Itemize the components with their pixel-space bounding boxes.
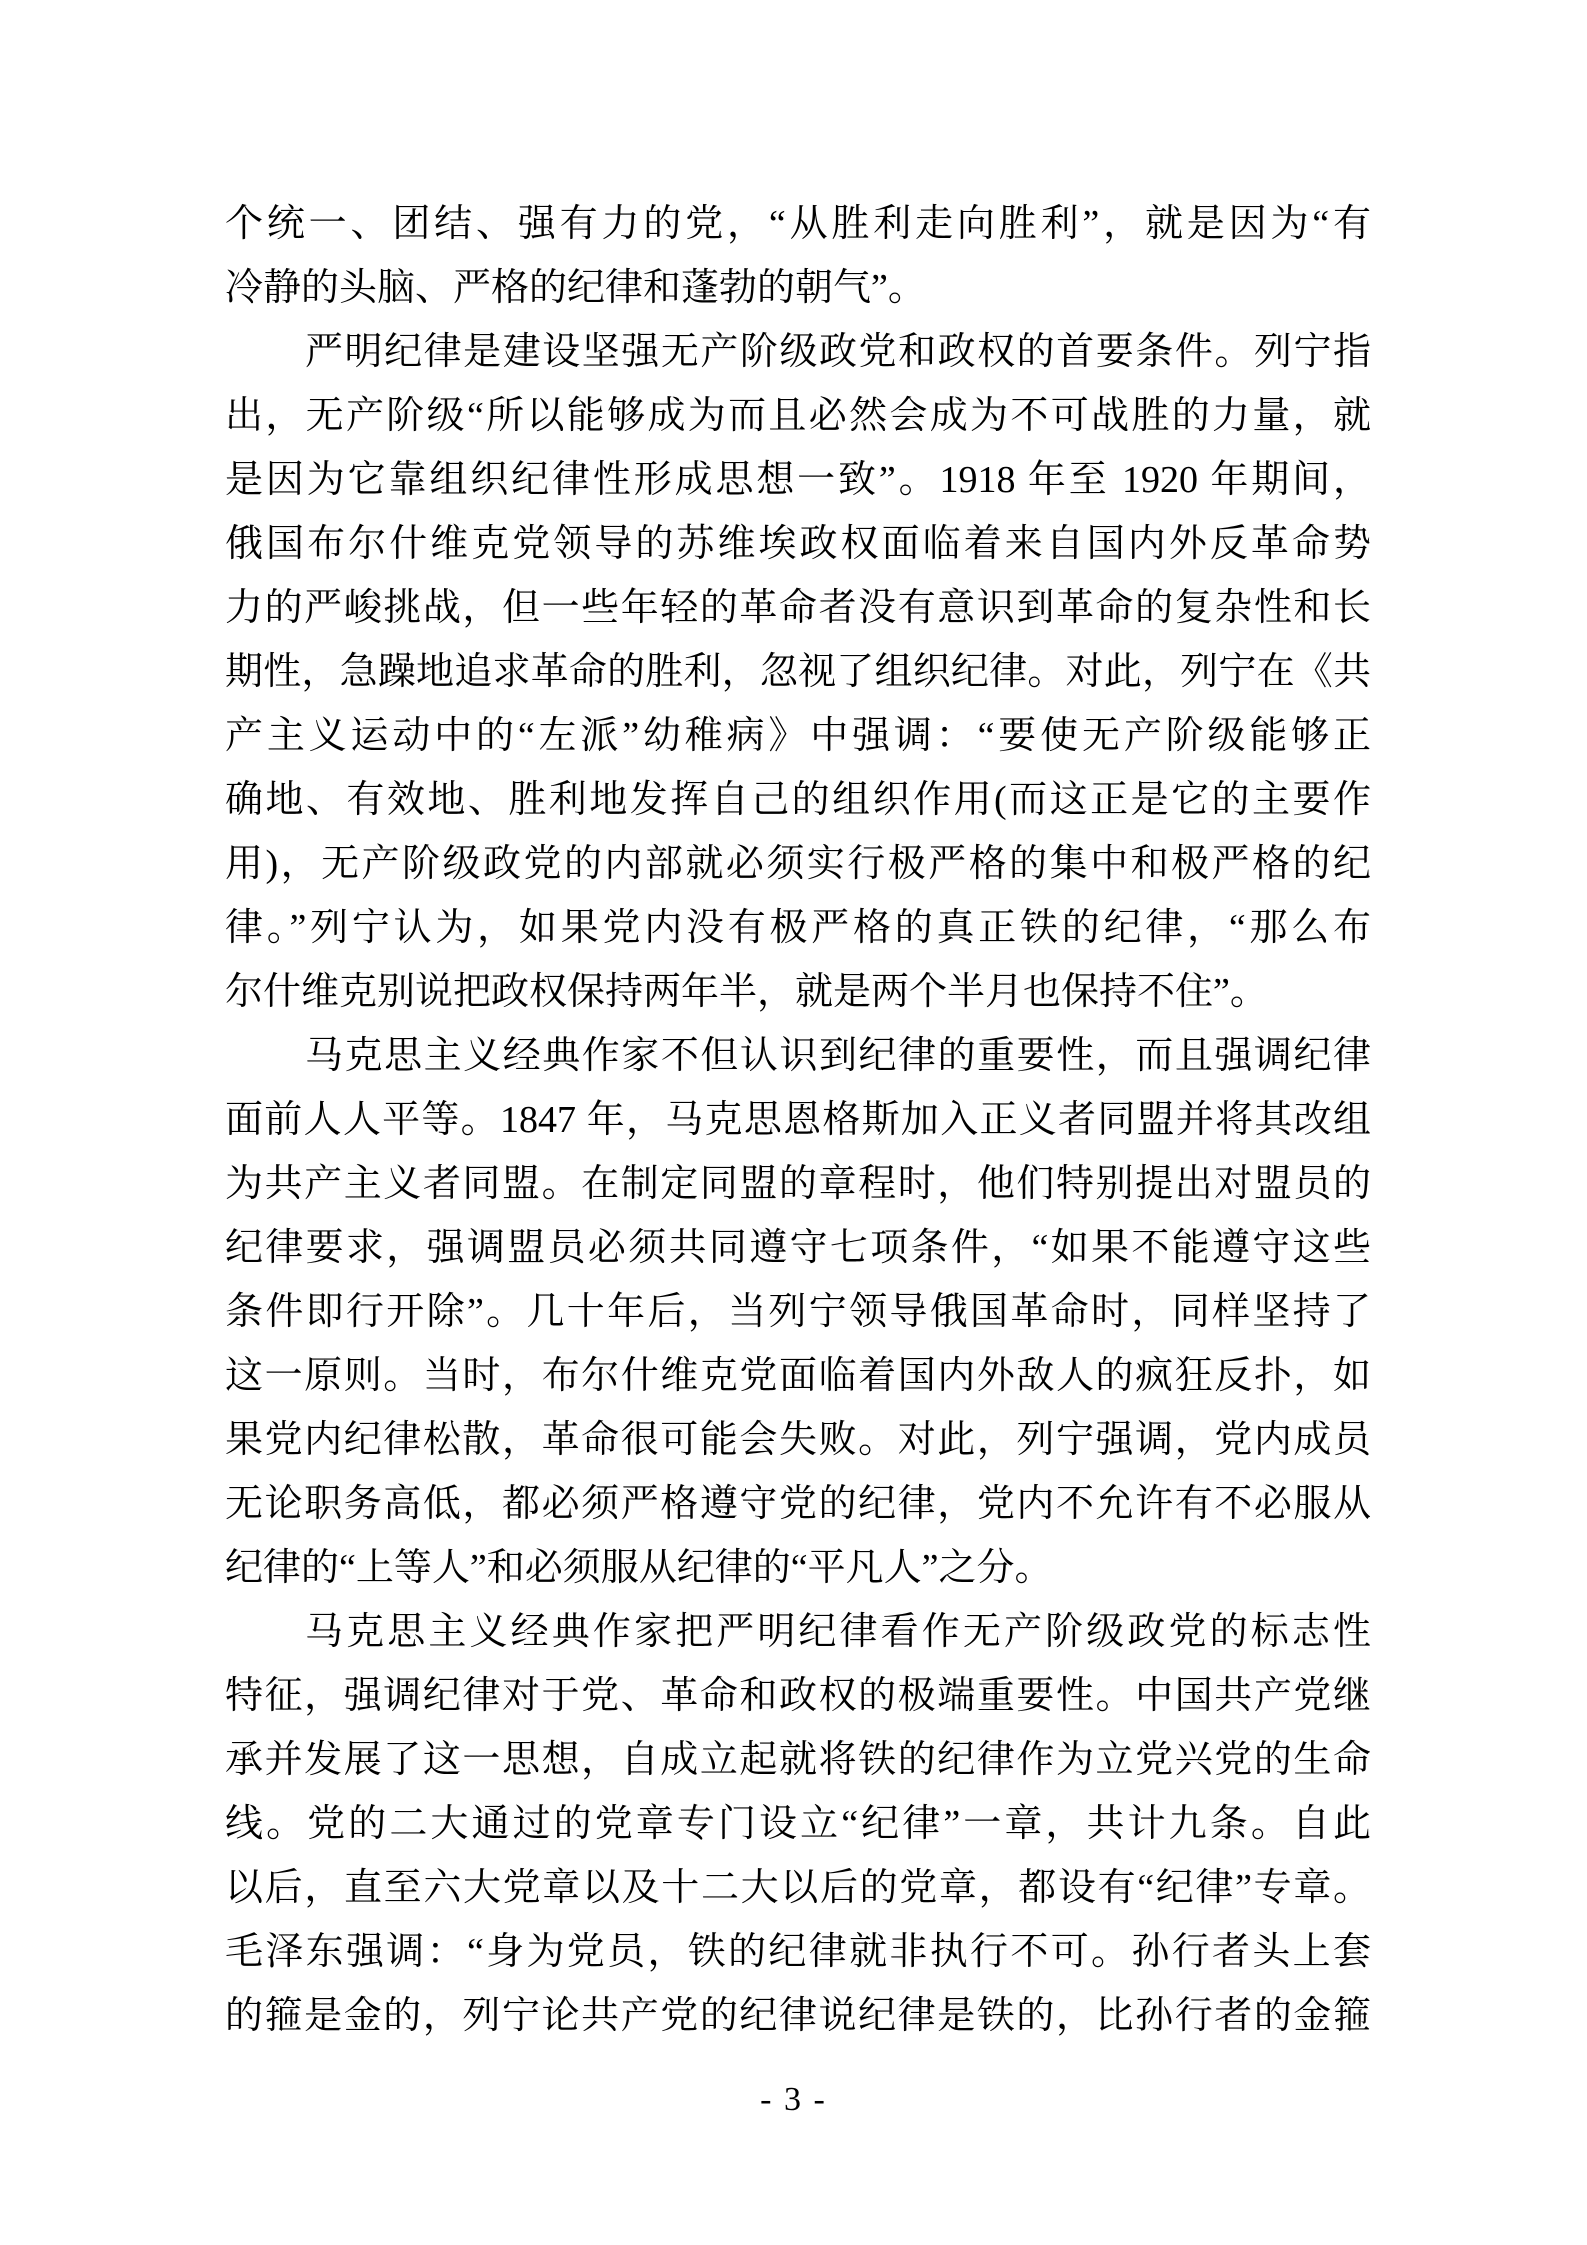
text-line: 纪律要求，强调盟员必须共同遵守七项条件，“如果不能遵守这些 (225, 1227, 1371, 1269)
text-line: 出，无产阶级“所以能够成为而且必然会成为不可战胜的力量，就 (225, 395, 1371, 437)
text-line: 以后，直至六大党章以及十二大以后的党章，都设有“纪律”专章。 (225, 1867, 1371, 1909)
text-line: 承并发展了这一思想，自成立起就将铁的纪律作为立党兴党的生命 (225, 1739, 1371, 1781)
text-line: 面前人人平等。1847 年，马克思恩格斯加入正义者同盟并将其改组 (225, 1099, 1371, 1141)
text-line: 严明纪律是建设坚强无产阶级政党和政权的首要条件。列宁指 (305, 331, 1371, 373)
text-line: 果党内纪律松散，革命很可能会失败。对此，列宁强调，党内成员 (225, 1419, 1371, 1461)
text-line: 无论职务高低，都必须严格遵守党的纪律，党内不允许有不必服从 (225, 1483, 1371, 1525)
text-line: 条件即行开除”。几十年后，当列宁领导俄国革命时，同样坚持了 (225, 1291, 1371, 1333)
document-body (225, 192, 1371, 2048)
text-line: 期性，急躁地追求革命的胜利，忽视了组织纪律。对此，列宁在《共 (225, 651, 1371, 693)
text-line: 冷静的头脑、严格的纪律和蓬勃的朝气”。 (225, 267, 926, 309)
text-line: 俄国布尔什维克党领导的苏维埃政权面临着来自国内外反革命势 (225, 523, 1371, 565)
text-line: 个统一、团结、强有力的党，“从胜利走向胜利”，就是因为“有 (225, 203, 1371, 245)
text-line: 尔什维克别说把政权保持两年半，就是两个半月也保持不住”。 (225, 971, 1268, 1013)
text-line: 用)，无产阶级政党的内部就必须实行极严格的集中和极严格的纪 (225, 843, 1371, 885)
text-line: 毛泽东强调：“身为党员，铁的纪律就非执行不可。孙行者头上套 (225, 1931, 1371, 1973)
text-line: 为共产主义者同盟。在制定同盟的章程时，他们特别提出对盟员的 (225, 1163, 1371, 1205)
text-line: 线。党的二大通过的党章专门设立“纪律”一章，共计九条。自此 (225, 1803, 1371, 1845)
text-line: 纪律的“上等人”和必须服从纪律的“平凡人”之分。 (225, 1547, 1053, 1589)
text-line: 的箍是金的，列宁论共产党的纪律说纪律是铁的，比孙行者的金箍 (225, 1995, 1371, 2037)
text-line: 产主义运动中的“左派”幼稚病》中强调：“要使无产阶级能够正 (225, 715, 1371, 757)
text-line: 是因为它靠组织纪律性形成思想一致”。1918 年至 1920 年期间， (225, 459, 1371, 501)
page-number: - 3 - (760, 2081, 827, 2118)
text-line: 这一原则。当时，布尔什维克党面临着国内外敌人的疯狂反扑，如 (225, 1355, 1371, 1397)
text-line: 确地、有效地、胜利地发挥自己的组织作用(而这正是它的主要作 (225, 779, 1371, 821)
text-line: 力的严峻挑战，但一些年轻的革命者没有意识到革命的复杂性和长 (225, 587, 1371, 629)
text-line: 特征，强调纪律对于党、革命和政权的极端重要性。中国共产党继 (225, 1675, 1371, 1717)
text-line: 马克思主义经典作家不但认识到纪律的重要性，而且强调纪律 (305, 1035, 1371, 1077)
text-line: 马克思主义经典作家把严明纪律看作无产阶级政党的标志性 (305, 1611, 1371, 1653)
text-line: 律。”列宁认为，如果党内没有极严格的真正铁的纪律，“那么布 (225, 907, 1371, 949)
